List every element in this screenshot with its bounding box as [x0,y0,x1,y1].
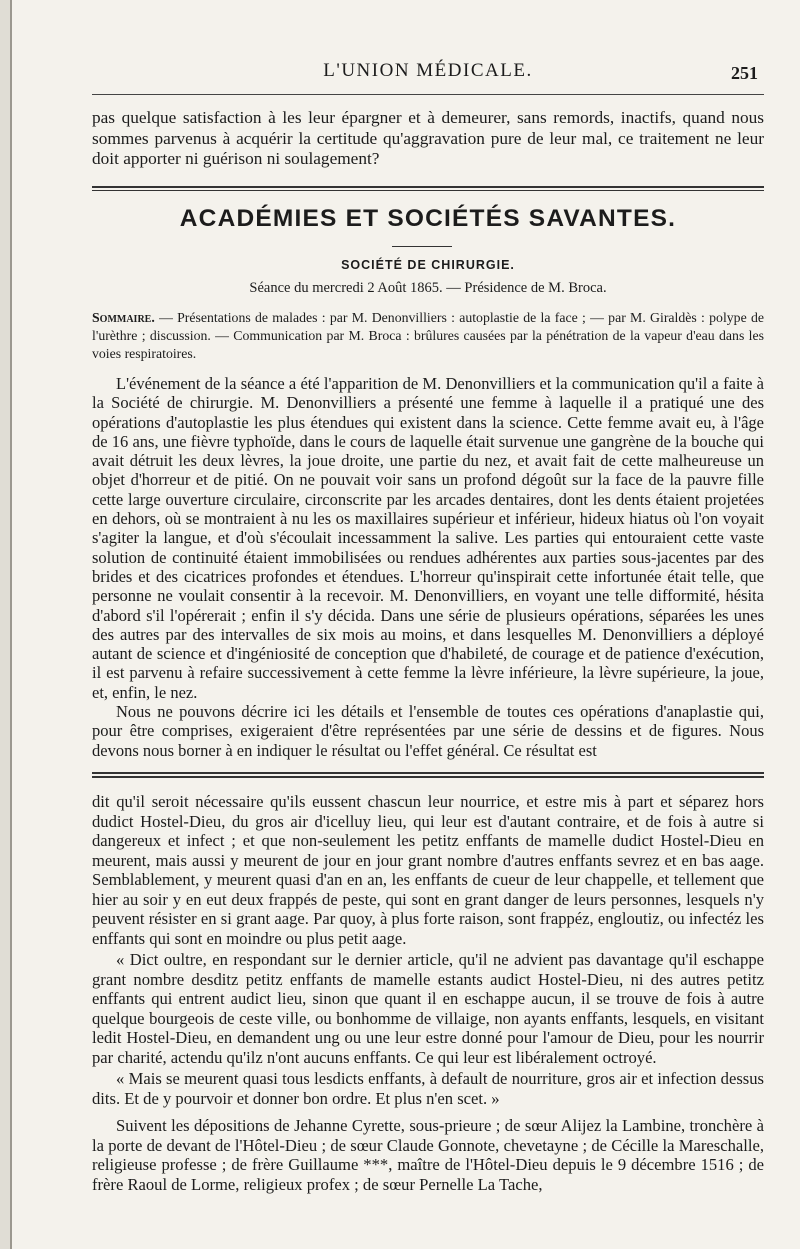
page-binding-edge [0,0,10,1249]
feuilleton-paragraph: Suivent les dépositions de Jehanne Cyrette, sous-prieure ; de sœur Alijez la Lambine, tronchère à la porte de devant de l'Hôtel-Dieu ; de sœur Claude Gonnote, chevetayne ; de Cécille la Mareschalle, religieuse professe ; de frère Guillaume ***, maître de l'Hôtel-Dieu depuis le 9 décembre 1516 ; de frère Raoul de Lorme, religieux profex ; de sœur Pernelle La Tache, [92,1116,764,1194]
running-head [92,58,764,88]
section-divider-rule [92,186,764,191]
opening-paragraph: pas quelque satisfaction à les leur épargner et à demeurer, sans remords, inactifs, quand nous sommes parvenus à acquérir la certitude qu'aggravation pure de leur mal, ce traitement ne leur doit apporter ni guérison ni soulagement? [92,108,764,169]
feuilleton-paragraph: « Dict oultre, en respondant sur le dernier article, qu'il ne advient pas davantage qu'il eschappe grant nombre desditz petitz enffants de mamelle estants audict Hostel-Dieu, ni des autres petitz enffants qui entrent audict lieu, sinon que quant il en eschappe aucun, il se trouve de fois à autre quelque bourgeois de ceste ville, ou bonhomme de villaige, non ayants enffants, lesquels, en visitant ledit Hostel-Dieu, en demandent ung ou une leur estre donné pour l'amour de Dieu, pour les nourrir par charité, actendu qu'ilz n'ont aucuns enffants. Ce qui leur est libéralement octroyé. [92,950,764,1067]
article-paragraph: L'événement de la séance a été l'apparition de M. Denonvilliers et la communication qu'il a faite à la Société de chirurgie. M. Denonvilliers a présenté une femme à laquelle il a pratiqué une des opérations d'autoplastie les plus étendues qui existent dans la science. Cette femme avait eu, à l'âge de 16 ans, une fièvre typhoïde, dans le cours de laquelle était survenue une gangrène de la bouche qui avait détruit les deux lèvres, la joue droite, une partie du nez, et avait fait de cette malheureuse un objet d'horreur et de pitié. On ne pouvait voir sans un profond dégoût sur la face de la pauvre fille cette large ouverture circulaire, circonscrite par les arcades dentaires, dont les dents étaient projetées en dehors, où se montraient à nu les os maxillaires supérieur et inférieur, hideux hiatus où l'on voyait s'agiter la langue, et d'où s'écoulait incessamment la salive. Les parties qui entouraient cette vaste solution de continuité étaient immobilisées ou rendues adhérentes aux parties sous-jacentes par des brides et des cicatrices profondes et étendues. L'horreur qu'inspirait cette infortunée était telle, que personne ne voulait consentir à la recevoir. M. Denonvilliers, en voyant une telle difformité, hésita d'abord s'il l'opérerait ; enfin il s'y décida. Dans une série de plusieurs opérations, séparées les unes des autres par des intervalles de six mois au moins, et dans lesquelles M. Denonvilliers a déployé autant de science et d'ingéniosité de conception que d'habileté, de courage et de patience d'exécution, il est parvenu à refaire successivement à cette femme la lèvre inférieure, la lèvre supérieure, la joue, et, enfin, le nez. [92,374,764,702]
article-paragraph: Nous ne pouvons décrire ici les détails et l'ensemble de toutes ces opérations d'anaplastie qui, pour être comprises, exigeraient d'être représentées par une série de dessins et de figures. Nous devons nous borner à en indiquer le résultat ou l'effet général. Ce résultat est [92,702,764,760]
page-number: 251 [731,63,758,83]
journal-title: L'UNION MÉDICALE. [323,60,533,81]
sommaire-label: Sommaire. [92,310,155,325]
feuilleton-paragraph: « Mais se meurent quasi tous lesdicts enffants, à default de nourriture, gros air et infection dessus dits. Et de y pourvoir et donner bon ordre. Et plus n'en scet. » [92,1069,764,1108]
sommaire-text: — Présentations de malades : par M. Denonvilliers : autoplastie de la face ; — par M. Giraldès : polype de l'urèthre ; discussion. — Communication par M. Broca : brûlures causées par la pénétration de la vapeur d'eau dans les voies respiratoires. [92,310,764,361]
page-binding-shadow [10,0,12,1249]
feuilleton-article [92,792,764,1194]
feuilleton-paragraph: dit qu'il seroit nécessaire qu'ils eussent chascun leur nourrice, et estre mis à part et séparez hors dudict Hostel-Dieu, du gros air d'icelluy lieu, qui leur est d'autant contraire, et de fois à autre si dangereux et infect ; et que non-seulement les petitz enffants de mamelle dudict Hostel-Dieu en meurent, mais aussi y meurent de jour en jour grant nombre d'autres enffants sevrez et en bas aage. Semblablement, y meurent quasi d'an en an, les enffants de cueur de leur chappelle, et tellement que hier au soir y en eut deux frappés de peste, qui sont en grant danger de leurs personnes, lesquels n'y peuvent résister en si grant aage. Par quoy, à plus forte raison, sont frappéz, engloutiz, ou infectéz les enffants qui sont en moindre ou plus petit aage. [92,792,764,948]
society-heading: SOCIÉTÉ DE CHIRURGIE. [341,258,515,272]
feuilleton-divider-rule [92,772,764,778]
header-rule [92,94,764,95]
main-article [92,374,764,760]
seance-line: Séance du mercredi 2 Août 1865. — Présidence de M. Broca. [249,280,607,296]
title-underline [392,246,452,247]
sommaire-block [92,309,764,363]
section-title: ACADÉMIES ET SOCIÉTÉS SAVANTES. [179,205,677,232]
